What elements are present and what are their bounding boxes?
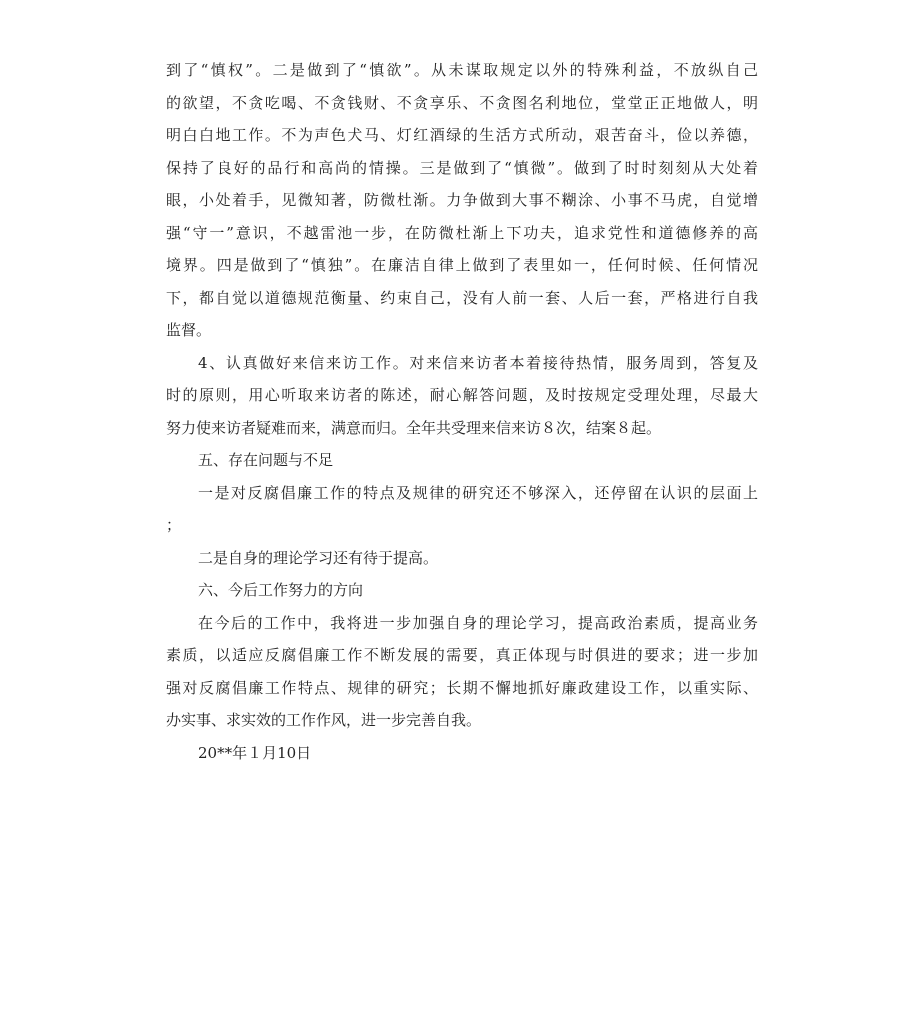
paragraph-start-line: 4、认真做好来信来访工作。对来信来访者本着接待热情，服务周到，答复及 xyxy=(198,353,758,372)
text-line: 办实事、求实效的工作作风，进一步完善自我。 xyxy=(166,711,482,729)
section-heading-future: 六、今后工作努力的方向 xyxy=(198,581,364,599)
text-line: 努力使来访者疑难而来，满意而归。全年共受理来信来访８次，结案８起。 xyxy=(166,418,662,437)
text-line: 时的原则，用心听取来访者的陈述，耐心解答问题，及时按规定受理处理，尽最大 xyxy=(166,386,758,404)
text-line: 到了“慎权”。二是做到了“慎欲”。从未谋取规定以外的特殊利益，不放纵自己 xyxy=(166,61,758,79)
section-heading-problems: 五、存在问题与不足 xyxy=(198,451,334,469)
text-line: 强对反腐倡廉工作特点、规律的研究；长期不懈地抓好廉政建设工作，以重实际、 xyxy=(166,678,758,697)
text-line: 的欲望，不贪吃喝、不贪钱财、不贪享乐、不贪图名利地位，堂堂正正地做人，明 xyxy=(166,93,758,112)
paragraph-start-line: 一是对反腐倡廉工作的特点及规律的研究还不够深入，还停留在认识的层面上 xyxy=(198,483,758,502)
text-line: ； xyxy=(166,516,182,534)
text-line: 强“守一”意识，不越雷池一步，在防微杜渐上下功夫，追求党性和道德修养的高 xyxy=(166,223,758,242)
text-line: 眼，小处着手，见微知著，防微杜渐。力争做到大事不糊涂、小事不马虎，自觉增 xyxy=(166,191,758,209)
text-line: 素质，以适应反腐倡廉工作不断发展的需要，真正体现与时俱进的要求；进一步加 xyxy=(166,646,758,664)
text-line: 明白白地工作。不为声色犬马、灯红酒绿的生活方式所动，艰苦奋斗，俭以养德， xyxy=(166,126,758,144)
paragraph-start-line: 在今后的工作中，我将进一步加强自身的理论学习，提高政治素质，提高业务 xyxy=(198,613,758,632)
paragraph-line: 二是自身的理论学习还有待于提高。 xyxy=(198,548,439,567)
text-line: 监督。 xyxy=(166,321,212,339)
text-line: 保持了良好的品行和高尚的情操。三是做到了“慎微”。做到了时时刻刻从大处着 xyxy=(166,158,758,177)
document-body xyxy=(166,54,758,769)
text-line: 境界。四是做到了“慎独”。在廉洁自律上做到了表里如一，任何时候、任何情况 xyxy=(166,256,758,274)
text-line: 下，都自觉以道德规范衡量、约束自己，没有人前一套、人后一套，严格进行自我 xyxy=(166,288,758,307)
document-date: 20**年１月10日 xyxy=(198,743,312,762)
